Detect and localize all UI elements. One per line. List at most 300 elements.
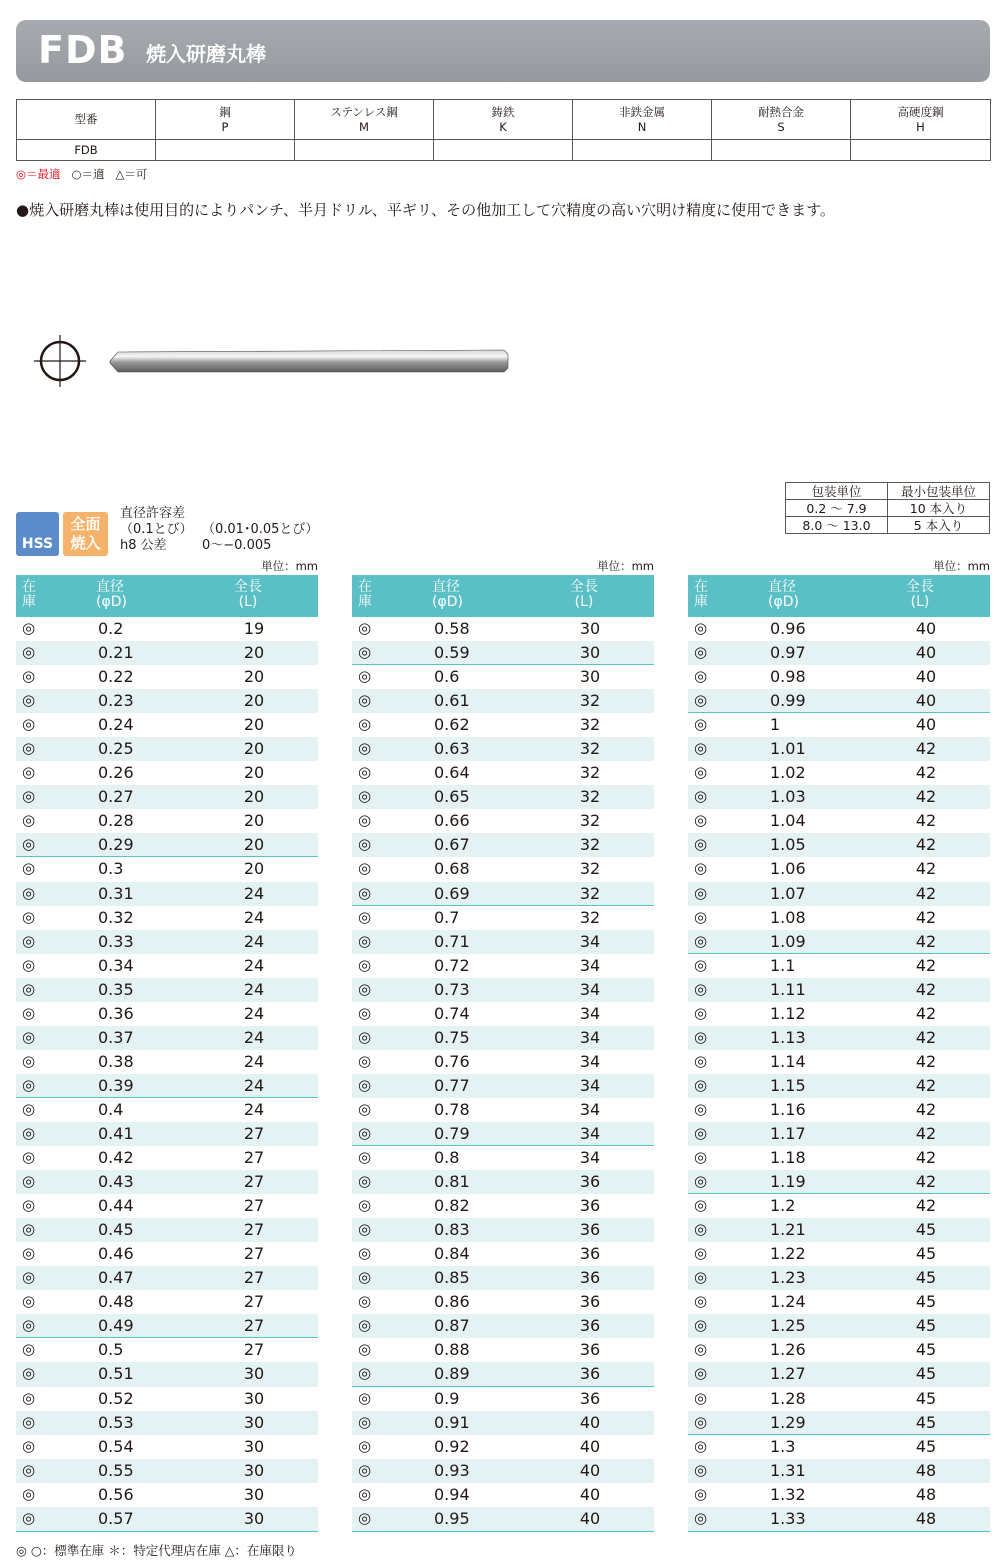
- stock-mark: ◎: [694, 1123, 708, 1142]
- stock-mark: ◎: [22, 1268, 36, 1287]
- stock-mark: ◎: [358, 1220, 372, 1239]
- hardened-badge: 全面 焼入: [63, 512, 108, 556]
- header-diameter: 直径 (φD): [432, 579, 463, 610]
- diameter-value: 0.56: [98, 1484, 134, 1504]
- table-row: [16, 1050, 318, 1074]
- length-value: 32: [579, 739, 601, 759]
- table-row: [688, 1242, 990, 1266]
- stock-mark: ◎: [22, 859, 36, 878]
- length-value: 30: [243, 1364, 265, 1384]
- table-row: [16, 1002, 318, 1026]
- suit-cell: [295, 140, 434, 161]
- table-row: [16, 1507, 318, 1531]
- length-value: 27: [243, 1244, 265, 1264]
- diameter-value: 1.28: [770, 1388, 806, 1408]
- stock-mark: ◎: [358, 619, 372, 637]
- length-value: 45: [915, 1436, 937, 1456]
- diameter-value: 0.76: [434, 1051, 470, 1071]
- table-row: [16, 1098, 318, 1122]
- size-table-column-2: [352, 575, 654, 1532]
- diameter-value: 1.32: [770, 1484, 806, 1504]
- table-row: [352, 1170, 654, 1194]
- stock-mark: ◎: [358, 955, 372, 974]
- diameter-value: 0.63: [434, 739, 470, 759]
- stock-mark: ◎: [694, 1340, 708, 1359]
- stock-mark: ◎: [358, 667, 372, 686]
- diameter-value: 0.42: [98, 1148, 134, 1168]
- length-value: 40: [915, 619, 937, 638]
- diameter-value: 1.15: [770, 1075, 806, 1095]
- table-row: [16, 1146, 318, 1170]
- length-value: 40: [579, 1508, 601, 1528]
- table-row: [16, 1218, 318, 1242]
- packaging-table: [785, 482, 990, 534]
- length-value: 45: [915, 1364, 937, 1384]
- table-row: [16, 1026, 318, 1050]
- stock-mark: ◎: [694, 787, 708, 806]
- table-row: [688, 1435, 990, 1459]
- table-row: [352, 1459, 654, 1483]
- table-row: [352, 1314, 654, 1338]
- length-value: 34: [579, 1075, 601, 1095]
- table-row: [16, 1411, 318, 1435]
- table-row: [352, 689, 654, 713]
- unit-label: 単位：mm: [597, 559, 654, 573]
- length-value: 48: [915, 1484, 937, 1504]
- table-row: [688, 1387, 990, 1411]
- length-value: 32: [579, 691, 601, 711]
- length-value: 40: [915, 691, 937, 711]
- stock-mark: ◎: [22, 1196, 36, 1215]
- table-row: [16, 1314, 318, 1338]
- length-value: 30: [243, 1484, 265, 1504]
- table-row: [16, 833, 318, 857]
- stock-mark: ◎: [694, 1316, 708, 1335]
- suit-cell-model: FDB: [17, 140, 156, 161]
- table-row: [352, 1074, 654, 1098]
- length-value: 20: [243, 859, 265, 879]
- table-row: [688, 1002, 990, 1026]
- table-row: [352, 1242, 654, 1266]
- tolerance-block: [120, 506, 318, 554]
- table-row: [352, 1290, 654, 1314]
- unit-label: 単位：mm: [261, 559, 318, 573]
- length-value: 20: [243, 691, 265, 711]
- stock-mark: ◎: [694, 931, 708, 950]
- diameter-value: 1.17: [770, 1123, 806, 1143]
- table-bottom-rule: [352, 1531, 654, 1532]
- diameter-value: 0.46: [98, 1244, 134, 1264]
- diameter-value: 0.9: [434, 1388, 460, 1408]
- length-value: 34: [579, 1003, 601, 1023]
- length-value: 42: [915, 1075, 937, 1095]
- diameter-value: 0.89: [434, 1364, 470, 1384]
- unit-label: 単位：mm: [933, 559, 990, 573]
- length-value: 42: [915, 1003, 937, 1023]
- length-value: 42: [915, 811, 937, 831]
- stock-mark: ◎: [694, 883, 708, 902]
- length-value: 30: [243, 1436, 265, 1456]
- suit-cell: [434, 140, 573, 161]
- suitability-legend: [16, 166, 147, 182]
- header-stock: 在 庫: [694, 579, 708, 610]
- length-value: 30: [243, 1388, 265, 1408]
- table-row: [16, 1387, 318, 1411]
- diameter-value: 0.55: [98, 1460, 134, 1480]
- table-row: [688, 1098, 990, 1122]
- table-row: [688, 1266, 990, 1290]
- table-row: [352, 857, 654, 881]
- pack-header-min: 最小包装単位: [888, 483, 990, 500]
- diameter-value: 0.32: [98, 907, 134, 927]
- table-row: [688, 1411, 990, 1435]
- length-value: 24: [243, 1027, 265, 1047]
- stock-mark: ◎: [22, 1460, 36, 1479]
- tolerance-step-1: （0.1とび）: [120, 522, 193, 537]
- material-badges: [16, 512, 108, 556]
- table-row: [352, 1435, 654, 1459]
- diameter-value: 0.49: [98, 1316, 134, 1336]
- size-table-column-1: [16, 575, 318, 1532]
- table-row: [688, 1483, 990, 1507]
- length-value: 20: [243, 763, 265, 783]
- diameter-value: 1.2: [770, 1196, 796, 1216]
- table-row: [16, 809, 318, 833]
- diameter-value: 0.57: [98, 1508, 134, 1528]
- table-row: [16, 857, 318, 881]
- length-value: 30: [579, 667, 601, 687]
- length-value: 20: [243, 739, 265, 759]
- table-row: [688, 809, 990, 833]
- table-row: [688, 1074, 990, 1098]
- stock-mark: ◎: [694, 1460, 708, 1479]
- diameter-value: 1.11: [770, 979, 806, 999]
- stock-mark: ◎: [22, 1172, 36, 1191]
- stock-mark: ◎: [22, 715, 36, 734]
- length-value: 34: [579, 1148, 601, 1168]
- stock-mark: ◎: [358, 1244, 372, 1263]
- length-value: 45: [915, 1268, 937, 1288]
- length-value: 24: [243, 1051, 265, 1071]
- diameter-value: 1.22: [770, 1244, 806, 1264]
- diameter-value: 0.88: [434, 1340, 470, 1360]
- stock-mark: ◎: [358, 883, 372, 902]
- header-length: 全長 (L): [570, 579, 598, 610]
- length-value: 27: [243, 1196, 265, 1216]
- stock-mark: ◎: [358, 1268, 372, 1287]
- table-row: [688, 1338, 990, 1362]
- table-row: [352, 978, 654, 1002]
- table-row: [688, 1362, 990, 1386]
- stock-mark: ◎: [22, 1220, 36, 1239]
- stock-mark: ◎: [358, 1196, 372, 1215]
- length-value: 27: [243, 1123, 265, 1143]
- table-row: [352, 954, 654, 978]
- table-row: [16, 1242, 318, 1266]
- diameter-value: 0.93: [434, 1460, 470, 1480]
- table-row: [688, 689, 990, 713]
- diameter-value: 0.44: [98, 1196, 134, 1216]
- stock-mark: ◎: [22, 1364, 36, 1383]
- diameter-value: 1.16: [770, 1099, 806, 1119]
- stock-mark: ◎: [358, 1316, 372, 1335]
- diameter-value: 0.92: [434, 1436, 470, 1456]
- length-value: 27: [243, 1172, 265, 1192]
- table-row: [352, 1002, 654, 1026]
- header-stock: 在 庫: [358, 579, 372, 610]
- diameter-value: 0.28: [98, 811, 134, 831]
- length-value: 27: [243, 1340, 265, 1360]
- table-row: [16, 1074, 318, 1098]
- table-row: [688, 930, 990, 954]
- stock-mark: ◎: [22, 955, 36, 974]
- diameter-value: 0.7: [434, 907, 460, 927]
- diameter-value: 0.4: [98, 1099, 124, 1119]
- diameter-value: 0.41: [98, 1123, 134, 1143]
- pack-cell: 10 本入り: [888, 500, 990, 517]
- pack-cell: 5 本入り: [888, 517, 990, 534]
- table-row: [688, 954, 990, 978]
- stock-mark: ◎: [694, 907, 708, 926]
- length-value: 42: [915, 979, 937, 999]
- diameter-value: 0.87: [434, 1316, 470, 1336]
- diameter-value: 0.58: [434, 619, 470, 638]
- stock-mark: ◎: [358, 811, 372, 830]
- stock-mark: ◎: [22, 1244, 36, 1263]
- diameter-value: 1.12: [770, 1003, 806, 1023]
- diameter-value: 1.07: [770, 883, 806, 903]
- stock-mark: ◎: [694, 1148, 708, 1167]
- table-row: [688, 833, 990, 857]
- table-bottom-rule: [688, 1531, 990, 1532]
- diameter-value: 0.72: [434, 955, 470, 975]
- suit-header-hardened-steel: 高硬度鋼 H: [851, 100, 991, 140]
- diameter-value: 0.74: [434, 1003, 470, 1023]
- suit-header-stainless: ステンレス鋼 M: [295, 100, 434, 140]
- length-value: 45: [915, 1292, 937, 1312]
- cross-section-icon: [34, 335, 86, 387]
- stock-mark: ◎: [358, 1388, 372, 1407]
- table-row: [16, 713, 318, 737]
- stock-mark: ◎: [358, 1003, 372, 1022]
- stock-mark: ◎: [694, 619, 708, 637]
- table-row: [688, 1218, 990, 1242]
- length-value: 24: [243, 1003, 265, 1023]
- diameter-value: 1.01: [770, 739, 806, 759]
- length-value: 24: [243, 1099, 265, 1119]
- diameter-value: 0.3: [98, 859, 124, 879]
- table-row: [688, 641, 990, 665]
- stock-mark: ◎: [694, 1075, 708, 1094]
- table-row: [688, 1507, 990, 1531]
- product-name: 焼入研磨丸棒: [146, 42, 266, 66]
- length-value: 32: [579, 835, 601, 855]
- length-value: 30: [243, 1460, 265, 1480]
- diameter-value: 0.81: [434, 1172, 470, 1192]
- table-row: [352, 1411, 654, 1435]
- diameter-value: 0.79: [434, 1123, 470, 1143]
- table-row: [688, 882, 990, 906]
- stock-mark: ◎: [694, 1196, 708, 1215]
- table-row: [16, 1170, 318, 1194]
- length-value: 40: [915, 667, 937, 687]
- diameter-value: 1.1: [770, 955, 796, 975]
- diameter-value: 0.26: [98, 763, 134, 783]
- table-row: [688, 1146, 990, 1170]
- stock-mark: ◎: [694, 1003, 708, 1022]
- table-row: [688, 1050, 990, 1074]
- stock-mark: ◎: [694, 859, 708, 878]
- diameter-value: 0.96: [770, 619, 806, 638]
- ground-rod-drawing: [30, 332, 520, 392]
- table-row: [688, 713, 990, 737]
- stock-mark: ◎: [694, 835, 708, 854]
- length-value: 36: [579, 1220, 601, 1240]
- table-row: [16, 1290, 318, 1314]
- diameter-value: 0.71: [434, 931, 470, 951]
- stock-mark: ◎: [358, 1460, 372, 1479]
- stock-mark: ◎: [358, 1148, 372, 1167]
- header-length: 全長 (L): [906, 579, 934, 610]
- stock-mark: ◎: [694, 763, 708, 782]
- length-value: 45: [915, 1316, 937, 1336]
- diameter-value: 1.31: [770, 1460, 806, 1480]
- stock-mark: ◎: [694, 1099, 708, 1118]
- length-value: 24: [243, 931, 265, 951]
- stock-mark: ◎: [22, 1412, 36, 1431]
- stock-mark: ◎: [358, 907, 372, 926]
- length-value: 30: [579, 619, 601, 638]
- diameter-value: 1.25: [770, 1316, 806, 1336]
- stock-mark: ◎: [358, 1027, 372, 1046]
- pack-header-unit: 包装単位: [786, 483, 888, 500]
- diameter-value: 0.85: [434, 1268, 470, 1288]
- diameter-value: 0.95: [434, 1508, 470, 1528]
- stock-mark: ◎: [694, 1508, 708, 1527]
- stock-mark: ◎: [694, 1027, 708, 1046]
- length-value: 36: [579, 1340, 601, 1360]
- diameter-value: 1.14: [770, 1051, 806, 1071]
- table-row: [16, 882, 318, 906]
- length-value: 20: [243, 643, 265, 663]
- length-value: 42: [915, 907, 937, 927]
- pack-cell: 8.0 ～ 13.0: [786, 517, 888, 534]
- table-row: [352, 1098, 654, 1122]
- stock-mark: ◎: [694, 667, 708, 686]
- length-value: 30: [579, 643, 601, 663]
- product-code: FDB: [38, 28, 128, 72]
- length-value: 40: [579, 1436, 601, 1456]
- stock-mark: ◎: [694, 739, 708, 758]
- length-value: 40: [915, 715, 937, 735]
- length-value: 36: [579, 1364, 601, 1384]
- diameter-value: 0.48: [98, 1292, 134, 1312]
- table-row: [688, 1314, 990, 1338]
- table-row: [16, 761, 318, 785]
- stock-mark: ◎: [694, 955, 708, 974]
- table-row: [352, 785, 654, 809]
- stock-mark: ◎: [694, 1364, 708, 1383]
- stock-mark: ◎: [694, 1484, 708, 1503]
- stock-mark: ◎: [358, 1340, 372, 1359]
- table-row: [16, 617, 318, 641]
- table-row: [352, 1507, 654, 1531]
- table-row: [16, 1266, 318, 1290]
- diameter-value: 0.2: [98, 619, 124, 638]
- diameter-value: 0.86: [434, 1292, 470, 1312]
- stock-mark: ◎: [694, 715, 708, 734]
- stock-mark: ◎: [358, 1123, 372, 1142]
- length-value: 42: [915, 1123, 937, 1143]
- diameter-value: 0.73: [434, 979, 470, 999]
- stock-mark: ◎: [358, 1436, 372, 1455]
- length-value: 42: [915, 1196, 937, 1216]
- length-value: 30: [243, 1508, 265, 1528]
- stock-mark: ◎: [22, 1436, 36, 1455]
- tolerance-step-2: （0.01･0.05とび）: [202, 522, 319, 537]
- table-row: [16, 1459, 318, 1483]
- diameter-value: 1.3: [770, 1436, 796, 1456]
- length-value: 27: [243, 1268, 265, 1288]
- stock-mark: ◎: [358, 859, 372, 878]
- size-table-header: [16, 575, 318, 617]
- diameter-value: 0.45: [98, 1220, 134, 1240]
- stock-mark: ◎: [694, 1051, 708, 1070]
- suit-cell: [573, 140, 712, 161]
- tolerance-class: h8 公差: [120, 538, 167, 553]
- length-value: 36: [579, 1388, 601, 1408]
- table-row: [352, 833, 654, 857]
- product-header-bar: [16, 20, 990, 82]
- length-value: 42: [915, 883, 937, 903]
- table-row: [352, 930, 654, 954]
- table-row: [352, 1362, 654, 1386]
- length-value: 34: [579, 931, 601, 951]
- table-row: [352, 1146, 654, 1170]
- stock-mark: ◎: [22, 907, 36, 926]
- length-value: 42: [915, 1099, 937, 1119]
- table-row: [352, 809, 654, 833]
- tolerance-value: 0～−0.005: [202, 538, 272, 553]
- length-value: 32: [579, 811, 601, 831]
- diameter-value: 1.27: [770, 1364, 806, 1384]
- length-value: 27: [243, 1148, 265, 1168]
- length-value: 20: [243, 715, 265, 735]
- diameter-value: 0.99: [770, 691, 806, 711]
- diameter-value: 0.91: [434, 1412, 470, 1432]
- stock-mark: ◎: [22, 835, 36, 854]
- table-row: [352, 1194, 654, 1218]
- diameter-value: 0.59: [434, 643, 470, 663]
- length-value: 42: [915, 931, 937, 951]
- diameter-value: 0.82: [434, 1196, 470, 1216]
- length-value: 36: [579, 1268, 601, 1288]
- diameter-value: 1.23: [770, 1268, 806, 1288]
- length-value: 20: [243, 787, 265, 807]
- length-value: 24: [243, 907, 265, 927]
- table-row: [352, 906, 654, 930]
- table-row: [688, 978, 990, 1002]
- stock-mark: ◎: [22, 667, 36, 686]
- diameter-value: 1: [770, 715, 781, 735]
- table-row: [16, 1338, 318, 1362]
- length-value: 45: [915, 1388, 937, 1408]
- stock-mark: ◎: [694, 1388, 708, 1407]
- diameter-value: 1.29: [770, 1412, 806, 1432]
- diameter-value: 1.05: [770, 835, 806, 855]
- stock-mark: ◎: [694, 1436, 708, 1455]
- stock-mark: ◎: [694, 1172, 708, 1191]
